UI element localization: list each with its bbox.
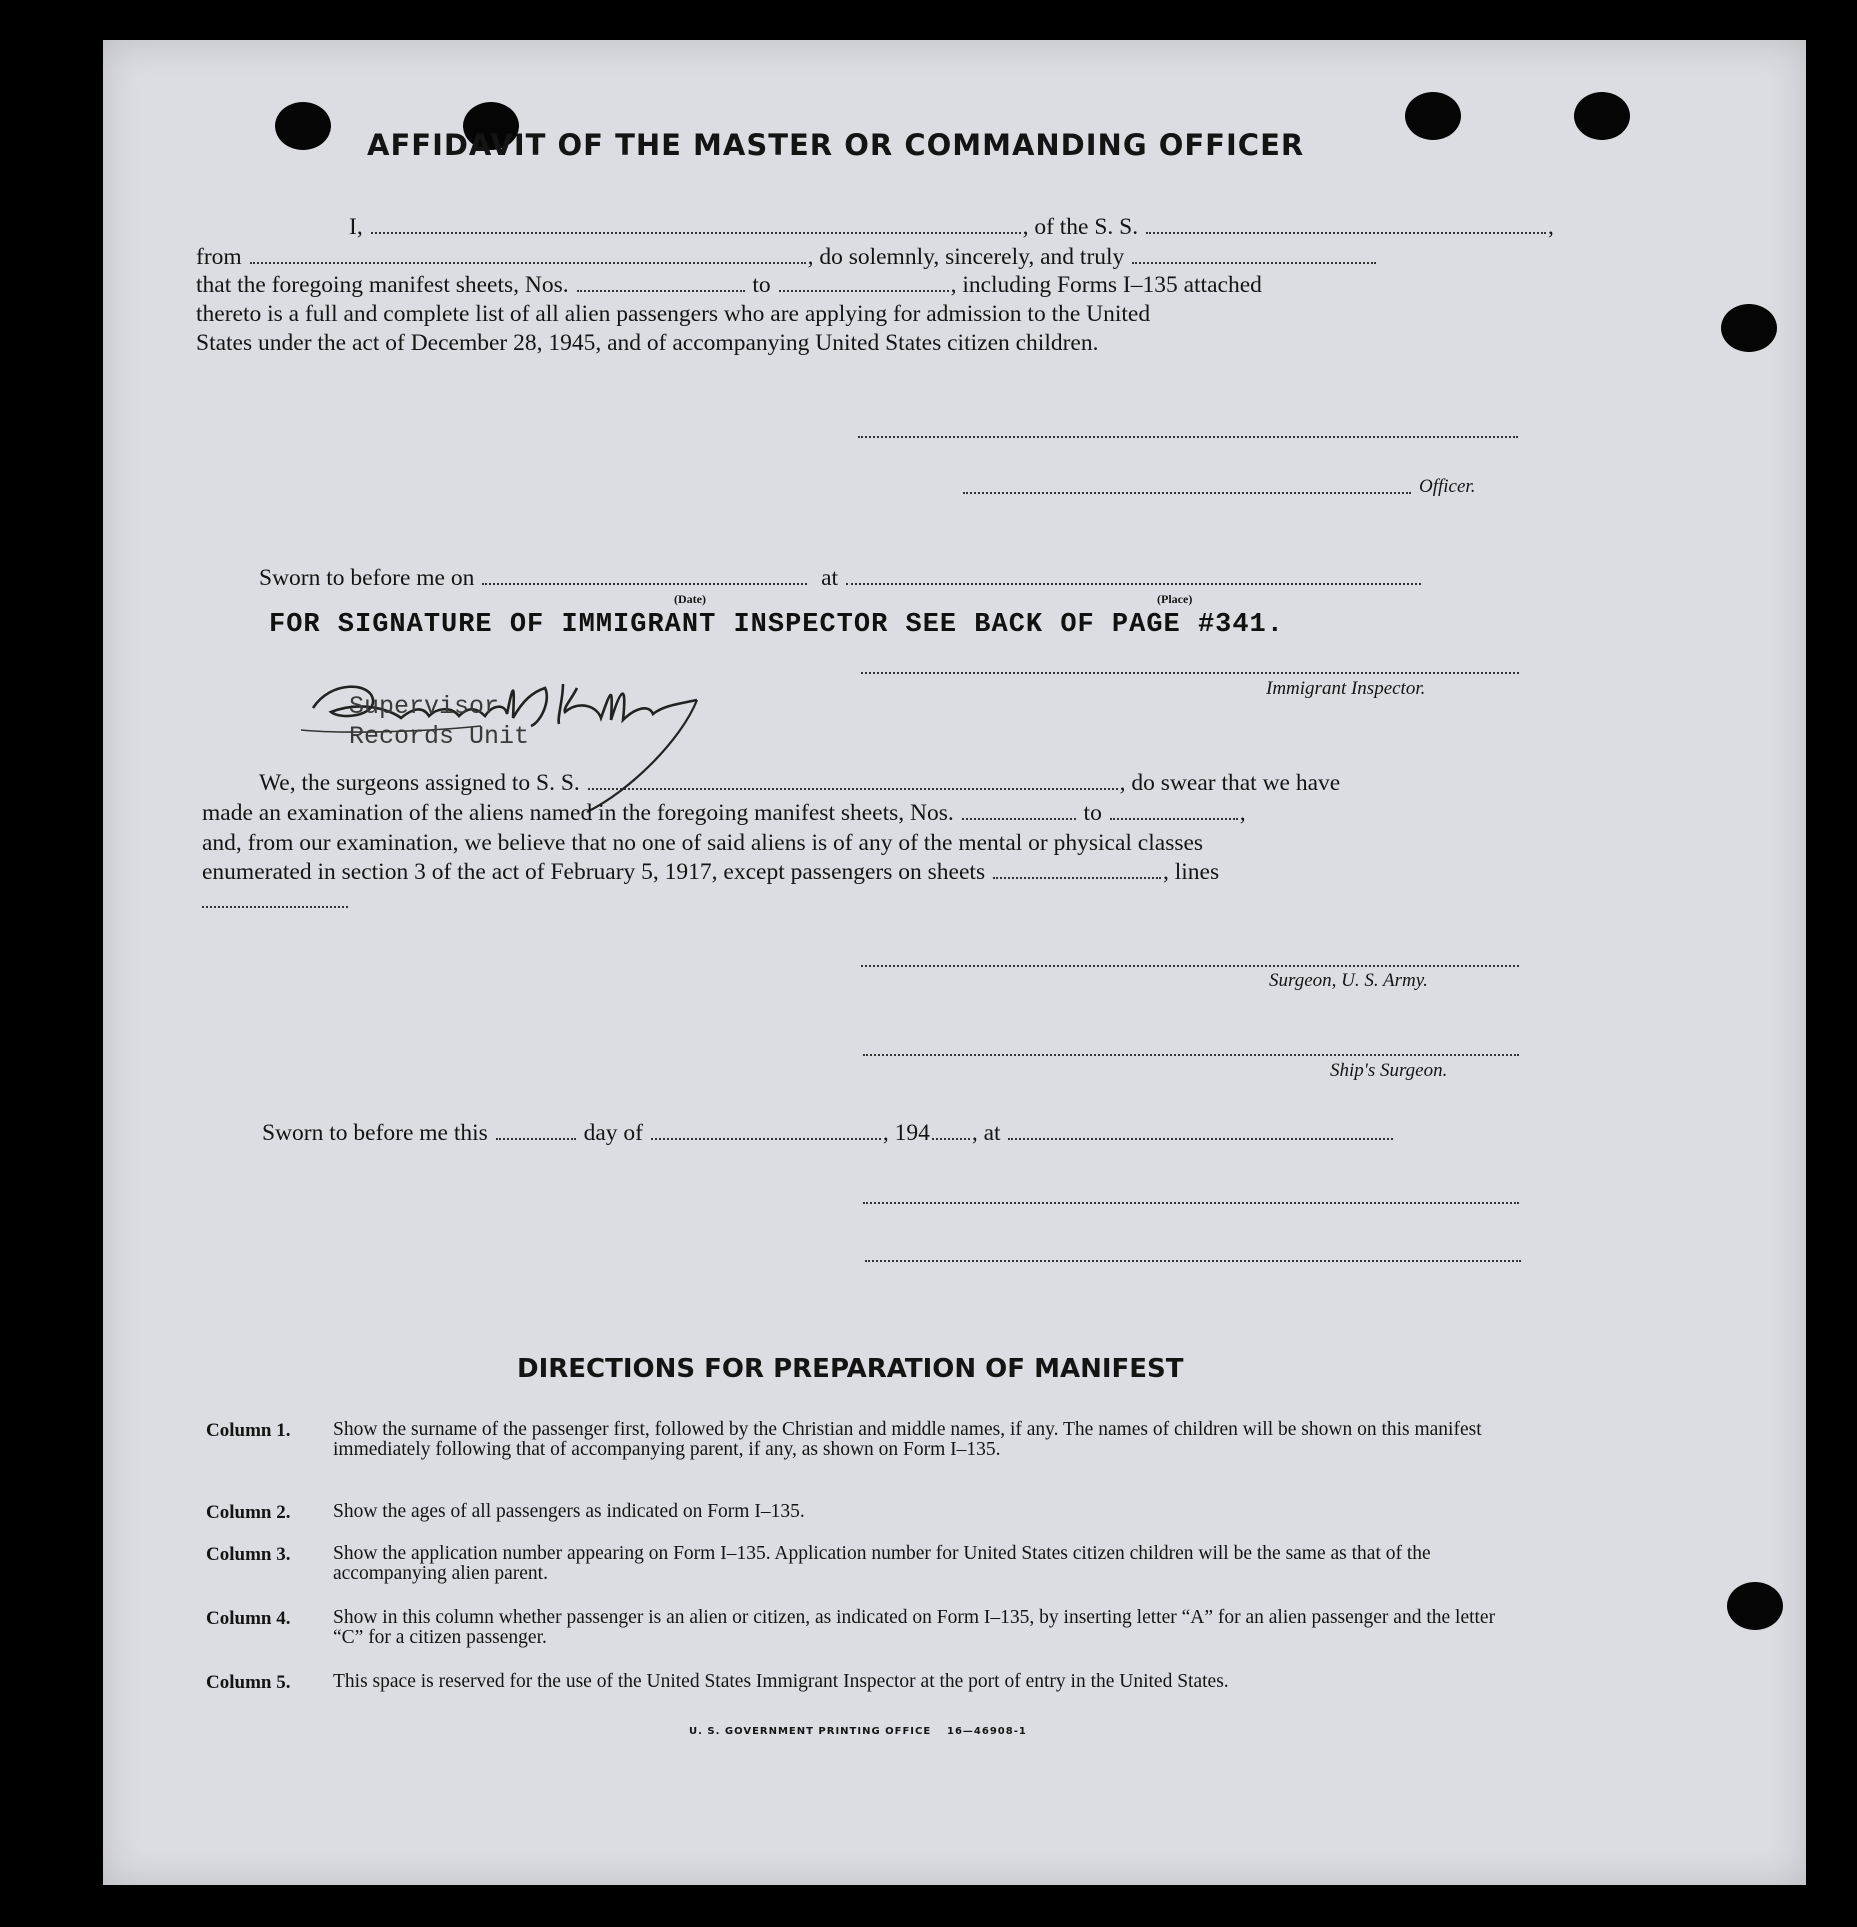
direction-column-label: Column 2. bbox=[206, 1502, 291, 1523]
surgeon-sheet-to-field[interactable] bbox=[1110, 818, 1238, 820]
inspector-stamp: FOR SIGNATURE OF IMMIGRANT INSPECTOR SEE BACK OF PAGE #341. bbox=[269, 610, 1284, 640]
master-name-field[interactable] bbox=[371, 232, 1021, 234]
affidavit-text: to bbox=[752, 272, 771, 298]
sworn-text: Sworn to before me on bbox=[259, 565, 475, 591]
direction-column-label: Column 3. bbox=[206, 1544, 291, 1565]
place-caption: (Place) bbox=[1157, 592, 1193, 606]
form-number: 16—46908-1 bbox=[947, 1726, 1027, 1737]
officer-label: Officer. bbox=[1419, 476, 1476, 497]
sworn-signature-line-1[interactable] bbox=[863, 1202, 1519, 1204]
sheet-from-field[interactable] bbox=[577, 290, 745, 292]
surgeon-line-2 bbox=[202, 800, 1246, 827]
surgeon-line-3: and, from our examination, we believe that no one of said aliens is of any of the mental or physical classes bbox=[202, 830, 1204, 856]
punch-hole bbox=[275, 102, 331, 150]
surgeon-text: made an examination of the aliens named in the foregoing manifest sheets, Nos. bbox=[202, 800, 954, 826]
punch-hole bbox=[1721, 304, 1777, 352]
direction-column-label: Column 1. bbox=[206, 1420, 291, 1441]
officer-title-line[interactable] bbox=[963, 492, 1411, 494]
affidavit-text: , bbox=[1548, 214, 1554, 240]
sworn-text: day of bbox=[583, 1120, 643, 1146]
sheet-to-field[interactable] bbox=[779, 290, 949, 292]
surgeon-sheet-from-field[interactable] bbox=[962, 818, 1076, 820]
surgeon-text: , bbox=[1239, 800, 1246, 826]
affidavit-line-5: States under the act of December 28, 1945, and of accompanying United States citizen children. bbox=[196, 330, 1099, 356]
punch-hole bbox=[1727, 1582, 1783, 1630]
lines-field[interactable] bbox=[202, 906, 348, 908]
direction-column-text: Show the surname of the passenger first, followed by the Christian and middle names, if any. The names of children will be shown on this manifest immediately following that of accompanying parent, if any, as shown on Form I–135. bbox=[333, 1419, 1482, 1460]
direction-column-text: Show in this column whether passenger is an alien or citizen, as indicated on Form I–135, by inserting letter “A” for an alien passenger and the letter “C” for a citizen passenger. bbox=[333, 1607, 1496, 1648]
sworn-place-2-field[interactable] bbox=[1008, 1138, 1393, 1140]
ship-surgeon-label: Ship's Surgeon. bbox=[1330, 1060, 1448, 1081]
direction-column-text: Show the ages of all passengers as indicated on Form I–135. bbox=[333, 1501, 805, 1522]
ship-name-field[interactable] bbox=[1146, 232, 1546, 234]
affidavit-text: , of the S. S. bbox=[1022, 214, 1139, 240]
army-surgeon-signature-line[interactable] bbox=[861, 965, 1519, 967]
affidavit-line-3 bbox=[196, 272, 1262, 299]
officer-signature-line[interactable] bbox=[858, 436, 1518, 438]
sworn-line-2 bbox=[262, 1120, 1395, 1147]
affidavit-text: I, bbox=[349, 214, 363, 240]
sworn-date-field[interactable] bbox=[482, 583, 807, 585]
document-page bbox=[103, 40, 1806, 1885]
direction-column-label: Column 4. bbox=[206, 1608, 291, 1629]
port-from-field[interactable] bbox=[250, 262, 806, 264]
sworn-signature-line-2[interactable] bbox=[865, 1260, 1521, 1262]
affidavit-line-2 bbox=[196, 244, 1378, 271]
sworn-text: at bbox=[821, 565, 839, 591]
surgeon-line-4 bbox=[202, 859, 1219, 886]
except-sheets-field[interactable] bbox=[993, 877, 1161, 879]
affidavit-text: , including Forms I–135 attached bbox=[950, 272, 1262, 298]
punch-hole bbox=[1574, 92, 1630, 140]
army-surgeon-label: Surgeon, U. S. Army. bbox=[1269, 970, 1428, 991]
surgeon-text: We, the surgeons assigned to S. S. bbox=[259, 770, 580, 796]
direction-column-text: Show the application number appearing on Form I–135. Application number for United States citizen children will be the same as that of the accompanying alien parent. bbox=[333, 1543, 1431, 1584]
affidavit-line-1 bbox=[247, 214, 1554, 241]
punch-hole bbox=[1405, 92, 1461, 140]
inspector-signature-line[interactable] bbox=[861, 672, 1519, 674]
surgeon-text: , do swear that we have bbox=[1119, 770, 1341, 796]
surgeon-text: , lines bbox=[1162, 859, 1220, 885]
direction-column-label: Column 5. bbox=[206, 1672, 291, 1693]
sworn-text: , at bbox=[971, 1120, 1001, 1146]
ship-surgeon-signature-line[interactable] bbox=[863, 1054, 1519, 1056]
printer-imprint: U. S. GOVERNMENT PRINTING OFFICE bbox=[689, 1726, 932, 1737]
affidavit-text: that the foregoing manifest sheets, Nos. bbox=[196, 272, 569, 298]
directions-title: DIRECTIONS FOR PREPARATION OF MANIFEST bbox=[517, 1354, 1184, 1384]
affidavit-title: AFFIDAVIT OF THE MASTER OR COMMANDING OFFICER bbox=[367, 128, 1305, 162]
sworn-text: , 194 bbox=[882, 1120, 930, 1146]
signer-title-1: Supervisor bbox=[349, 692, 500, 721]
sworn-year-field[interactable] bbox=[932, 1138, 970, 1140]
inspector-label: Immigrant Inspector. bbox=[1266, 678, 1426, 699]
affidavit-line-4: thereto is a full and complete list of all alien passengers who are applying for admission to the United bbox=[196, 301, 1151, 327]
surgeon-ship-field[interactable] bbox=[588, 788, 1118, 790]
sworn-month-field[interactable] bbox=[651, 1138, 881, 1140]
sworn-text: Sworn to before me this bbox=[262, 1120, 488, 1146]
sworn-line-1 bbox=[259, 565, 1423, 592]
surgeon-line-1 bbox=[259, 770, 1340, 797]
sworn-day-field[interactable] bbox=[496, 1138, 576, 1140]
surgeon-text: to bbox=[1083, 800, 1102, 826]
date-caption: (Date) bbox=[674, 592, 706, 606]
direction-column-text: This space is reserved for the use of the United States Immigrant Inspector at the port of entry in the United States. bbox=[333, 1671, 1229, 1692]
affidavit-text: , do solemnly, sincerely, and truly bbox=[807, 244, 1125, 270]
oath-field[interactable] bbox=[1132, 262, 1376, 264]
sworn-place-field[interactable] bbox=[846, 583, 1421, 585]
surgeon-text: enumerated in section 3 of the act of February 5, 1917, except passengers on sheets bbox=[202, 859, 986, 885]
affidavit-text: from bbox=[196, 244, 242, 270]
signer-title-2: Records Unit bbox=[349, 722, 530, 751]
